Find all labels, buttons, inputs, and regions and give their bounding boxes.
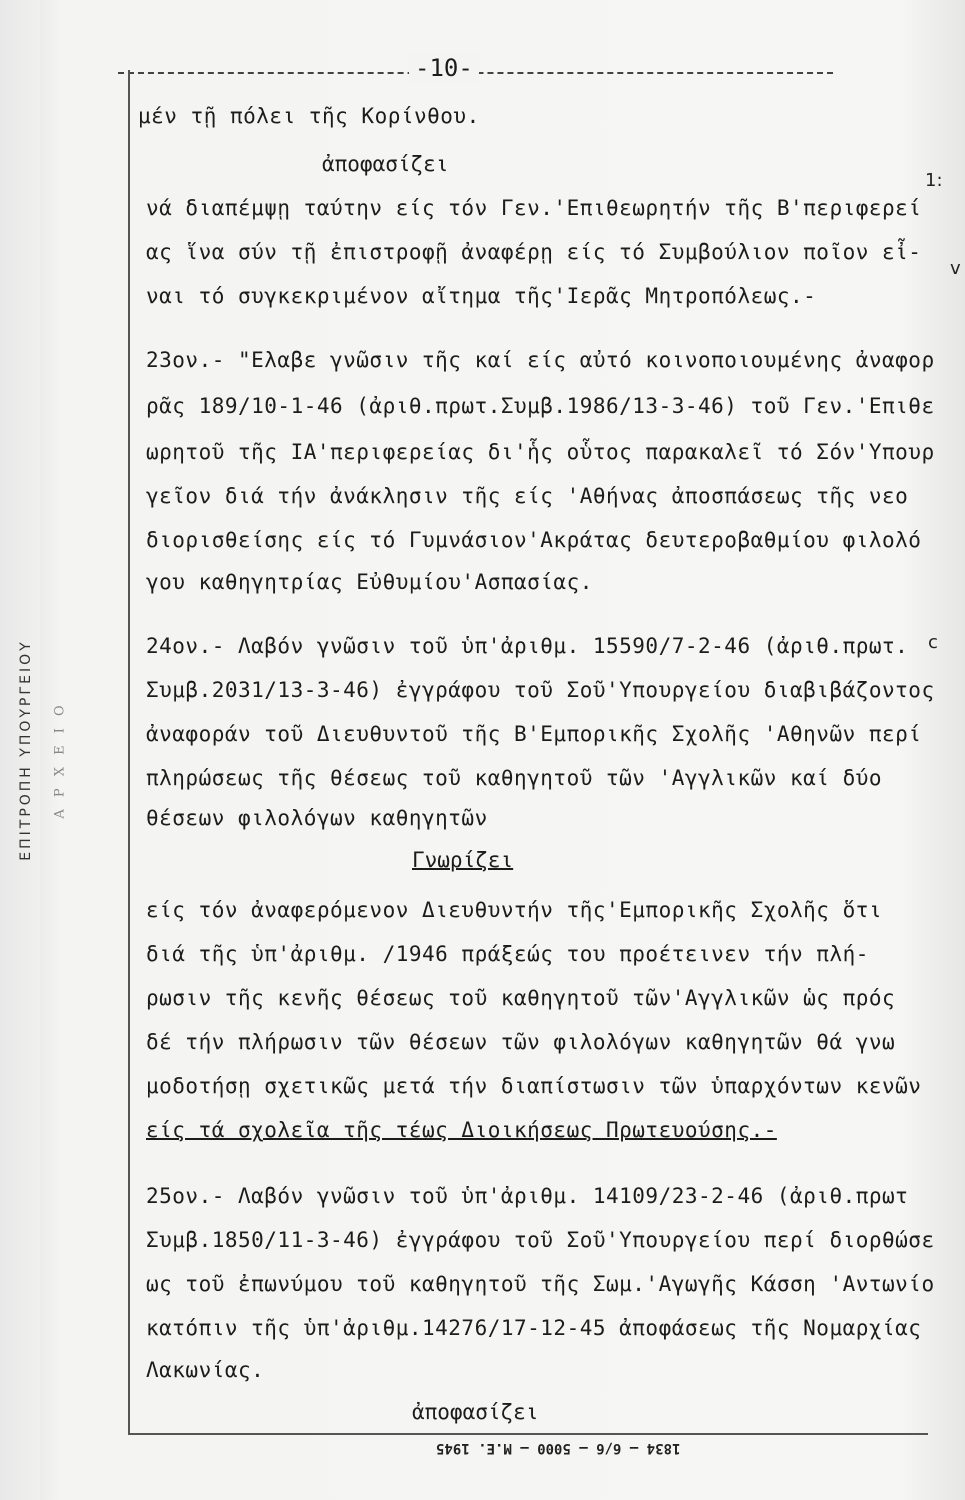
text-line: ναι τό συγκεκριμένον αἴτημα τῆς'Ιερᾶς Μητροπόλεως.- <box>146 284 817 308</box>
text-line: ἀναφοράν τοῦ Διευθυντοῦ τῆς Β'Εμπορικῆς Σχολῆς 'Αθηνῶν περί <box>146 722 922 746</box>
text-line: μέν τῇ πόλει τῆς Κορίνθου. <box>138 104 480 128</box>
text-line: κατόπιν τῆς ὑπ'ἀριθμ.14276/17-12-45 ἀποφάσεως τῆς Νομαρχίας <box>146 1316 922 1340</box>
text-line: Συμβ.1850/11-3-46) ἐγγράφου τοῦ Σοῦ'Υπουργείου περί διορθώσε <box>146 1228 935 1252</box>
text-line: μοδοτήσῃ σχετικῶς μετά τήν διαπίστωσιν τῶν ὑπαρχόντων κενῶν <box>146 1074 922 1098</box>
text-line: ρωσιν τῆς κενῆς θέσεως τοῦ καθηγητοῦ τῶν'Αγγλικῶν ὡς πρός <box>146 986 896 1010</box>
text-line: νά διαπέμψῃ ταύτην είς τόν Γεν.'Επιθεωρητήν τῆς Β'περιφερεί <box>146 196 922 220</box>
text-line: Λακωνίας. <box>146 1358 265 1382</box>
margin-mark: c <box>928 632 938 653</box>
text-line: ρᾶς 189/10-1-46 (ἀριθ.πρωτ.Συμβ.1986/13-3-46) τοῦ Γεν.'Επιθε <box>146 394 935 418</box>
text-line: Συμβ.2031/13-3-46) ἐγγράφου τοῦ Σοῦ'Υπουργείου διαβιβάζοντος <box>146 678 935 702</box>
margin-rule-bottom <box>128 1433 928 1435</box>
margin-rule-left <box>128 70 130 1435</box>
text-line: ωρητοῦ τῆς ΙΑ'περιφερείας δι'ἧς οὗτος παρακαλεῖ τό Σόν'Υπουρ <box>146 440 935 464</box>
notification-heading: Γνωρίζει <box>412 848 514 872</box>
margin-mark: 1: <box>925 170 943 191</box>
text-line: γου καθηγητρίας Εὐθυμίου'Ασπασίας. <box>146 570 593 594</box>
text-line: 23ον.- "Ελαβε γνῶσιν τῆς καί είς αὐτό κοινοποιουμένης ἀναφορ <box>146 348 935 372</box>
print-footer: 1834 — 6/6 — 5000 — Μ.Ε. 1945 <box>436 1440 681 1456</box>
text-line: είς τά σχολεῖα τῆς τέως Διοικήσεως Πρωτευούσης.- <box>146 1118 777 1142</box>
text-line: θέσεων φιλολόγων καθηγητῶν <box>146 806 488 830</box>
text-line: είς τόν ἀναφερόμενον Διευθυντήν τῆς'Εμπορικῆς Σχολῆς ὅτι <box>146 898 883 922</box>
side-stamp-text: ΕΠΙΤΡΟΠΗ ΥΠΟΥΡΓΕΙΟΥ <box>18 639 34 861</box>
side-faint-text: Α Ρ Χ Ε Ι Ο <box>52 701 68 819</box>
text-line: πληρώσεως τῆς θέσεως τοῦ καθηγητοῦ τῶν 'Αγγλικῶν καί δύο <box>146 766 883 790</box>
decision-heading: ἀποφασίζει <box>412 1400 539 1424</box>
text-line: δέ τήν πλήρωσιν τῶν θέσεων τῶν φιλολόγων καθηγητῶν θά γνω <box>146 1030 896 1054</box>
text-line: 24ον.- Λαβόν γνῶσιν τοῦ ὑπ'ἀριθμ. 15590/7-2-46 (ἀριθ.πρωτ. <box>146 634 909 658</box>
text-line: διά τῆς ὑπ'ἀριθμ. /1946 πράξεώς του προέτεινεν τήν πλή- <box>146 942 869 966</box>
text-line: γεῖον διά τήν ἀνάκλησιν τῆς είς 'Αθήνας ἀποσπάσεως τῆς νεο <box>146 484 909 508</box>
text-line: ας ἵνα σύν τῇ ἐπιστροφῇ ἀναφέρῃ είς τό Συμβούλιον ποῖον εἶ- <box>146 240 922 264</box>
text-line: ως τοῦ ἐπωνύμου τοῦ καθηγητοῦ τῆς Σωμ.'Αγωγῆς Κάσση 'Αντωνίο <box>146 1272 935 1296</box>
decision-heading: ἀποφασίζει <box>322 152 449 176</box>
page-number: -10- <box>409 54 479 82</box>
text-line: 25ον.- Λαβόν γνῶσιν τοῦ ὑπ'ἀριθμ. 14109/23-2-46 (ἀριθ.πρωτ <box>146 1184 909 1208</box>
margin-mark: v <box>950 258 961 279</box>
text-line: διορισθείσης είς τό Γυμνάσιον'Ακράτας δευτεροβαθμίου φιλολό <box>146 528 922 552</box>
